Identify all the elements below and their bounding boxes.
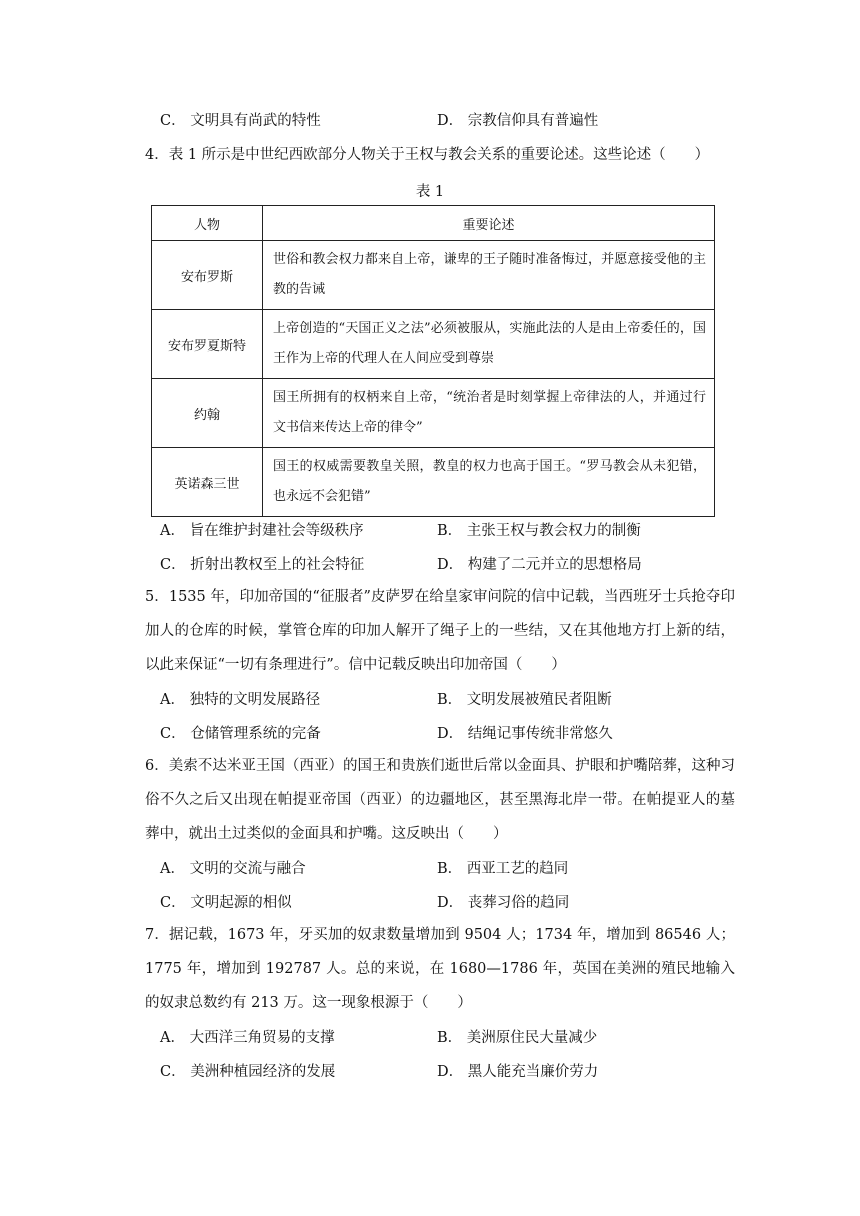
table-cell-person: 约翰 [152,379,263,448]
table-cell-text: 世俗和教会权力都来自上帝，谦卑的王子随时准备悔过，并愿意接受他的主教的告诫 [263,241,715,310]
table-caption: 表 1 [415,184,445,200]
q5-option-c[interactable]: C． 仓储管理系统的完备 [160,726,321,742]
table-cell-text: 国王所拥有的权柄来自上帝，“统治者是时刻掌握上帝律法的人，并通过行文书信来传达上帝的律令” [263,379,715,448]
q5-option-b[interactable]: B． 文明发展被殖民者阻断 [437,692,612,708]
table-header-row [152,206,715,241]
q6-option-d[interactable]: D． 丧葬习俗的趋同 [437,895,570,911]
question-5-stem: 5．1535 年，印加帝国的“征服者”皮萨罗在给皇家审问院的信中记载，当西班牙士兵抢夺印加人的仓库的时候，掌管仓库的印加人解开了绳子上的一些结，又在其他地方打上新的结，以此来保证“一切有条理进行”。信中记载反映出印加帝国（ ） [145,589,735,673]
q4-option-c[interactable]: C． 折射出教权至上的社会特征 [160,557,365,573]
question-7-stem: 7．据记载，1673 年，牙买加的奴隶数量增加到 9504 人；1734 年，增加到 86546 人；1775 年，增加到 192787 人。总的来说，在 1680—1786 年，英国在美洲的殖民地输入的奴隶总数约有 213 万。这一现象根源于（ ） [145,927,735,1011]
table-cell-person: 英诺森三世 [152,448,263,517]
question-6-stem: 6．美索不达米亚王国（西亚）的国王和贵族们逝世后常以金面具、护眼和护嘴陪葬，这种习俗不久之后又出现在帕提亚帝国（西亚）的边疆地区，甚至黑海北岸一带。在帕提亚人的墓葬中，就出土过类似的金面具和护嘴。这反映出（ ） [145,758,735,842]
table-row [152,310,715,379]
table-cell-text: 上帝创造的“天国正义之法”必须被服从，实施此法的人是由上帝委任的，国王作为上帝的代理人在人间应受到尊崇 [263,310,715,379]
prev-option-c: C． 文明具有尚武的特性 [160,113,321,129]
q7-option-c[interactable]: C． 美洲种植园经济的发展 [160,1064,336,1080]
prev-option-d: D． 宗教信仰具有普遍性 [437,113,599,129]
q4-option-b[interactable]: B． 主张王权与教会权力的制衡 [437,523,641,539]
q6-option-a[interactable]: A． 文明的交流与融合 [160,861,306,877]
q7-option-d[interactable]: D． 黑人能充当廉价劳力 [437,1064,599,1080]
table-row [152,379,715,448]
table-header-person: 人物 [152,206,263,241]
table-row [152,448,715,517]
q6-option-b[interactable]: B． 西亚工艺的趋同 [437,861,569,877]
views-table [151,205,715,517]
question-4-stem: 4．表 1 所示是中世纪西欧部分人物关于王权与教会关系的重要论述。这些论述（ ） [145,147,710,163]
q7-option-a[interactable]: A． 大西洋三角贸易的支撑 [160,1030,335,1046]
q6-option-c[interactable]: C． 文明起源的相似 [160,895,292,911]
q5-option-a[interactable]: A． 独特的文明发展路径 [160,692,321,708]
table-cell-text: 国王的权威需要教皇关照，教皇的权力也高于国王。“罗马教会从未犯错，也永远不会犯错” [263,448,715,517]
table-cell-person: 安布罗斯 [152,241,263,310]
table-row [152,241,715,310]
table-header-views: 重要论述 [263,206,715,241]
q4-option-d[interactable]: D． 构建了二元并立的思想格局 [437,557,642,573]
q5-option-d[interactable]: D． 结绳记事传统非常悠久 [437,726,613,742]
q4-option-a[interactable]: A． 旨在维护封建社会等级秩序 [160,523,364,539]
q7-option-b[interactable]: B． 美洲原住民大量减少 [437,1030,598,1046]
table-cell-person: 安布罗夏斯特 [152,310,263,379]
